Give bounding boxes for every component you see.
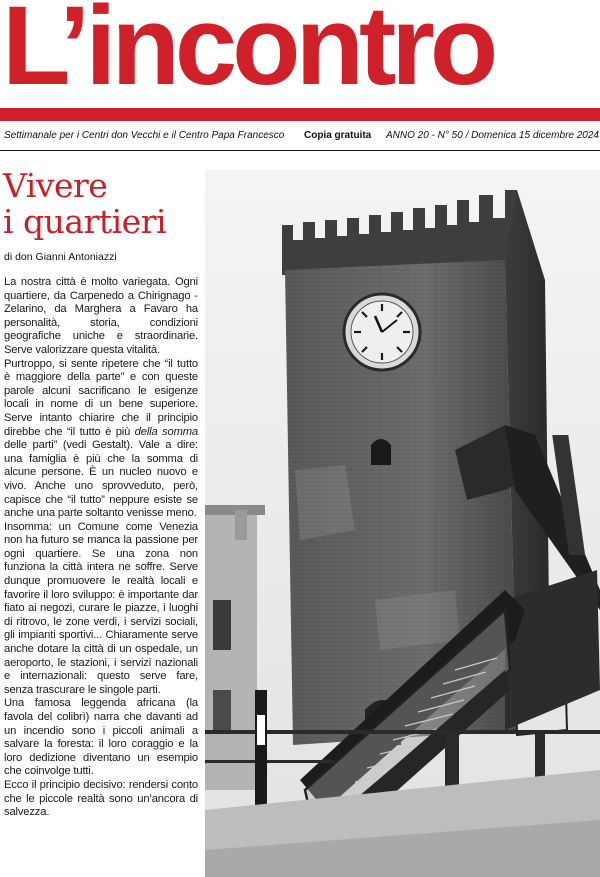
article-paragraph-text: delle parti” (vedi Gestalt). Vale a dire: una famiglia è più che la somma di alcune persone. È un nucleo nuovo e vivo. Anche uno sprovveduto, però, capisce che “il tutto” neppure esiste se anche una parte soltanto venisse meno. bbox=[4, 439, 198, 520]
article-title-line-2: i quartieri bbox=[3, 202, 167, 241]
article-paragraph: La nostra città è molto variegata. Ogni quartiere, da Carpenedo a Chirignago - Zelarino, da Marghera a Favaro ha personalità, storia, condizioni geografiche uniche e straordinarie. Serve valorizzare questa vitalità. bbox=[4, 276, 198, 356]
article-paragraph: Ecco il principio decisivo: rendersi conto che le piccole realtà sono un’ancora di salvezza. bbox=[4, 778, 198, 819]
header-divider bbox=[0, 150, 600, 151]
article-paragraph: Insomma: un Comune come Venezia non ha futuro se manca la passione per ogni quartiere. Se una zona non funziona la città intera ne soffre. Serve dunque promuovere le realtà locali e favorire il loro sviluppo: è importante dar fiato ai negozi, curare le piazze, i luoghi di ritrovo, le zone verdi, i servizi sociali, gli impianti sportivi... Chiaramente serve anche dotare la città di un ospedale, un aeroporto, le stazioni, i servizi nazionali e internazionali: questo serve fare, senza trascurare le singole parti. bbox=[4, 520, 198, 696]
article-emphasis: della somma bbox=[134, 425, 198, 438]
newspaper-logo: L’incontro bbox=[2, 0, 494, 108]
article-paragraph: Una famosa leggenda africana (la favola del colibrì) narra che davanti ad un incendio sono i piccoli animali a salvare la foresta: il loro coraggio e la loro dedizione diventano un esempio che coinvolge tutti. bbox=[4, 697, 198, 778]
clock-tower-photo bbox=[205, 170, 600, 877]
article-paragraph-text: Purtroppo, si sente ripetere che “il tutto è maggiore della parte” e con queste parole alcuni sacrificano le esigenze locali in nome di un bene superiore. Serve intanto chiarire che il principio direbbe che “il tutto è più bbox=[4, 357, 198, 438]
article-title bbox=[3, 168, 203, 240]
free-copy-label: Copia gratuita bbox=[304, 130, 372, 141]
masthead-tagline: Settimanale per i Centri don Vecchi e il Centro Papa Francesco bbox=[4, 130, 285, 141]
masthead-red-rule bbox=[0, 108, 600, 121]
article-body bbox=[4, 276, 198, 820]
masthead-info-bar bbox=[0, 128, 600, 148]
masthead bbox=[0, 0, 600, 124]
tower-window bbox=[371, 439, 391, 465]
article-title-line-1: Vivere bbox=[3, 166, 108, 205]
article-byline: di don Gianni Antoniazzi bbox=[4, 251, 117, 263]
article-paragraph bbox=[4, 358, 198, 521]
issue-date: ANNO 20 - N° 50 / Domenica 15 dicembre 2024 bbox=[386, 130, 599, 141]
